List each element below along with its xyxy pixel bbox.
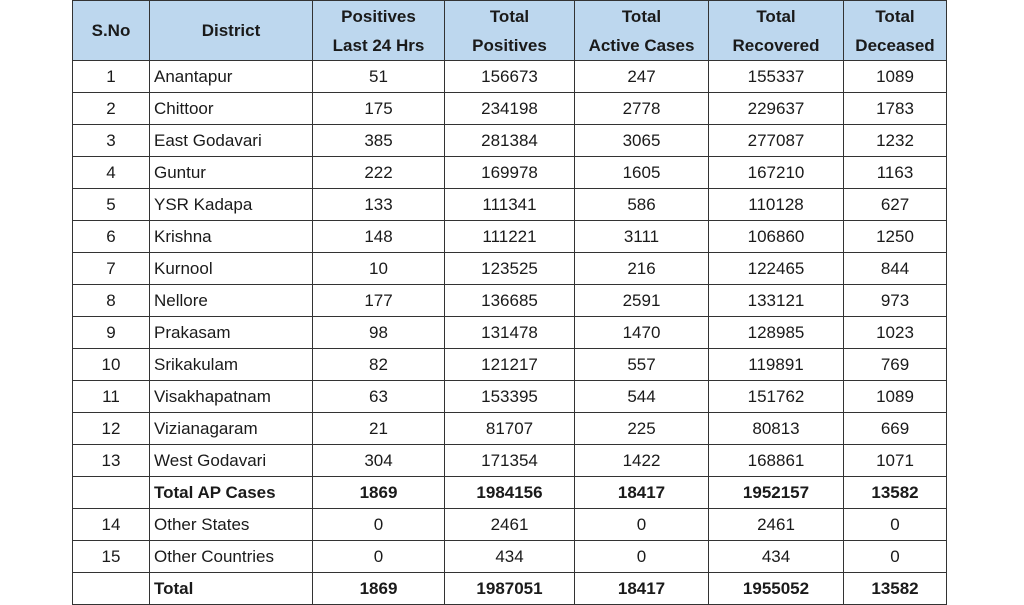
cell-total-recovered: 277087 [709, 125, 844, 157]
cell-total-deceased: 844 [844, 253, 947, 285]
cell-total-active: 18417 [575, 573, 709, 605]
table-row [73, 125, 947, 157]
table-row [73, 413, 947, 445]
table-row [73, 221, 947, 253]
cell-total-positives: 169978 [445, 157, 575, 189]
cell-total-recovered: 1952157 [709, 477, 844, 509]
cell-positives-last-24: 304 [313, 445, 445, 477]
cell-positives-last-24: 63 [313, 381, 445, 413]
cell-sno: 4 [73, 157, 150, 189]
cell-total-positives: 156673 [445, 61, 575, 93]
cell-positives-last-24: 175 [313, 93, 445, 125]
cell-total-active: 544 [575, 381, 709, 413]
table-row [73, 317, 947, 349]
cell-total-deceased: 627 [844, 189, 947, 221]
cell-district: Kurnool [150, 253, 313, 285]
cell-district: Prakasam [150, 317, 313, 349]
cell-total-active: 247 [575, 61, 709, 93]
header-district: District [150, 1, 313, 61]
cell-total-active: 1605 [575, 157, 709, 189]
cell-district: Other Countries [150, 541, 313, 573]
table-row [73, 445, 947, 477]
table-row [73, 541, 947, 573]
table-row [73, 381, 947, 413]
cell-total-deceased: 1163 [844, 157, 947, 189]
cell-total-positives: 111221 [445, 221, 575, 253]
cell-total-recovered: 122465 [709, 253, 844, 285]
cell-total-deceased: 1071 [844, 445, 947, 477]
cell-total-active: 3065 [575, 125, 709, 157]
cell-total-active: 1422 [575, 445, 709, 477]
covid-district-table [72, 0, 947, 605]
table-row [73, 349, 947, 381]
cell-district: West Godavari [150, 445, 313, 477]
cell-positives-last-24: 0 [313, 509, 445, 541]
cell-positives-last-24: 0 [313, 541, 445, 573]
cell-total-recovered: 151762 [709, 381, 844, 413]
header-positives-last-24: Positives Last 24 Hrs [313, 1, 445, 61]
total-row [73, 477, 947, 509]
cell-total-recovered: 155337 [709, 61, 844, 93]
cell-positives-last-24: 1869 [313, 477, 445, 509]
cell-total-active: 2591 [575, 285, 709, 317]
cell-positives-last-24: 51 [313, 61, 445, 93]
cell-positives-last-24: 148 [313, 221, 445, 253]
table-row [73, 157, 947, 189]
header-total-recovered: Total Recovered [709, 1, 844, 61]
table-row [73, 509, 947, 541]
cell-positives-last-24: 10 [313, 253, 445, 285]
cell-district: Guntur [150, 157, 313, 189]
cell-total-recovered: 1955052 [709, 573, 844, 605]
cell-district: YSR Kadapa [150, 189, 313, 221]
cell-total-recovered: 167210 [709, 157, 844, 189]
cell-total-active: 3111 [575, 221, 709, 253]
cell-district: Visakhapatnam [150, 381, 313, 413]
cell-total-positives: 153395 [445, 381, 575, 413]
cell-total-deceased: 1232 [844, 125, 947, 157]
cell-sno: 14 [73, 509, 150, 541]
cell-total-positives: 281384 [445, 125, 575, 157]
cell-total-recovered: 2461 [709, 509, 844, 541]
table-body [73, 61, 947, 605]
cell-sno: 15 [73, 541, 150, 573]
cell-positives-last-24: 1869 [313, 573, 445, 605]
cell-total-positives: 121217 [445, 349, 575, 381]
cell-total-active: 557 [575, 349, 709, 381]
table-row [73, 285, 947, 317]
cell-district: East Godavari [150, 125, 313, 157]
cell-total-positives: 123525 [445, 253, 575, 285]
cell-total-positives: 81707 [445, 413, 575, 445]
header-sno: S.No [73, 1, 150, 61]
cell-sno: 8 [73, 285, 150, 317]
cell-total-positives: 234198 [445, 93, 575, 125]
cell-total-active: 216 [575, 253, 709, 285]
total-row [73, 573, 947, 605]
cell-sno [73, 477, 150, 509]
table-row [73, 61, 947, 93]
cell-total-deceased: 1089 [844, 61, 947, 93]
cell-total-deceased: 13582 [844, 573, 947, 605]
cell-total-deceased: 973 [844, 285, 947, 317]
cell-sno [73, 573, 150, 605]
cell-total-positives: 131478 [445, 317, 575, 349]
cell-total-positives: 2461 [445, 509, 575, 541]
cell-total-active: 2778 [575, 93, 709, 125]
cell-positives-last-24: 222 [313, 157, 445, 189]
cell-sno: 13 [73, 445, 150, 477]
cell-positives-last-24: 177 [313, 285, 445, 317]
cell-total-positives: 1984156 [445, 477, 575, 509]
cell-positives-last-24: 98 [313, 317, 445, 349]
cell-district: Nellore [150, 285, 313, 317]
cell-district: Srikakulam [150, 349, 313, 381]
cell-total-recovered: 128985 [709, 317, 844, 349]
cell-sno: 10 [73, 349, 150, 381]
cell-total-positives: 136685 [445, 285, 575, 317]
cell-district: Anantapur [150, 61, 313, 93]
cell-total-deceased: 1089 [844, 381, 947, 413]
cell-district: Total [150, 573, 313, 605]
header-total-deceased: Total Deceased [844, 1, 947, 61]
cell-total-deceased: 1023 [844, 317, 947, 349]
cell-total-recovered: 133121 [709, 285, 844, 317]
cell-total-active: 0 [575, 541, 709, 573]
cell-total-active: 586 [575, 189, 709, 221]
cell-sno: 6 [73, 221, 150, 253]
header-total-positives: Total Positives [445, 1, 575, 61]
cell-total-positives: 111341 [445, 189, 575, 221]
cell-total-deceased: 669 [844, 413, 947, 445]
cell-total-recovered: 229637 [709, 93, 844, 125]
cell-positives-last-24: 82 [313, 349, 445, 381]
table-row [73, 253, 947, 285]
cell-positives-last-24: 21 [313, 413, 445, 445]
cell-total-deceased: 0 [844, 541, 947, 573]
cell-total-deceased: 13582 [844, 477, 947, 509]
cell-total-recovered: 119891 [709, 349, 844, 381]
cell-sno: 3 [73, 125, 150, 157]
cell-total-active: 0 [575, 509, 709, 541]
cell-district: Krishna [150, 221, 313, 253]
cell-sno: 11 [73, 381, 150, 413]
cell-total-active: 1470 [575, 317, 709, 349]
cell-district: Chittoor [150, 93, 313, 125]
cell-sno: 7 [73, 253, 150, 285]
cell-district: Other States [150, 509, 313, 541]
cell-total-recovered: 110128 [709, 189, 844, 221]
cell-total-recovered: 106860 [709, 221, 844, 253]
cell-sno: 5 [73, 189, 150, 221]
cell-total-active: 18417 [575, 477, 709, 509]
cell-total-deceased: 1783 [844, 93, 947, 125]
header-total-active: Total Active Cases [575, 1, 709, 61]
cell-sno: 2 [73, 93, 150, 125]
cell-total-positives: 434 [445, 541, 575, 573]
cell-sno: 12 [73, 413, 150, 445]
cell-total-deceased: 0 [844, 509, 947, 541]
cell-total-positives: 1987051 [445, 573, 575, 605]
cell-total-recovered: 434 [709, 541, 844, 573]
cell-positives-last-24: 133 [313, 189, 445, 221]
cell-total-positives: 171354 [445, 445, 575, 477]
cell-total-recovered: 80813 [709, 413, 844, 445]
cell-district: Vizianagaram [150, 413, 313, 445]
cell-sno: 9 [73, 317, 150, 349]
cell-sno: 1 [73, 61, 150, 93]
cell-total-recovered: 168861 [709, 445, 844, 477]
table-row [73, 189, 947, 221]
cell-district: Total AP Cases [150, 477, 313, 509]
cell-total-deceased: 1250 [844, 221, 947, 253]
cell-total-deceased: 769 [844, 349, 947, 381]
cell-positives-last-24: 385 [313, 125, 445, 157]
cell-total-active: 225 [575, 413, 709, 445]
table-row [73, 93, 947, 125]
header-row [73, 1, 947, 61]
